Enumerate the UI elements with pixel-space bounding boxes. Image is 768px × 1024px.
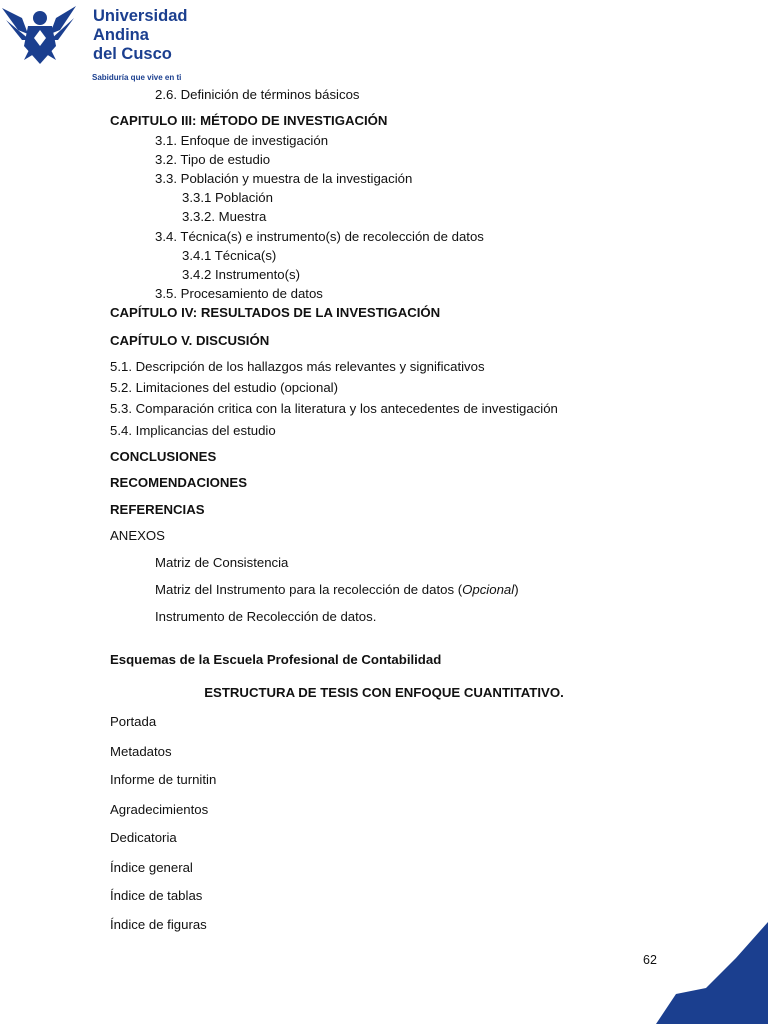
toc-item: 3.2. Tipo de estudio <box>155 152 271 167</box>
chapter-heading: CAPÍTULO V. DISCUSIÓN <box>110 333 270 348</box>
brand-line: Andina <box>93 26 149 44</box>
toc-item: 5.1. Descripción de los hallazgos más relevantes y significativos <box>110 359 485 374</box>
section-heading: ANEXOS <box>110 528 165 543</box>
structure-item: Índice general <box>110 860 193 875</box>
toc-item: 5.4. Implicancias del estudio <box>110 423 276 438</box>
brand-tagline: Sabiduría que vive en ti <box>92 73 182 82</box>
section-heading: REFERENCIAS <box>110 502 205 517</box>
toc-subitem: 3.4.2 Instrumento(s) <box>182 267 301 282</box>
toc-item: 3.1. Enfoque de investigación <box>155 133 329 148</box>
annex-item <box>155 582 519 598</box>
toc-item: 5.2. Limitaciones del estudio (opcional) <box>110 380 338 395</box>
toc-item: 3.5. Procesamiento de datos <box>155 286 323 301</box>
structure-item: Dedicatoria <box>110 830 177 845</box>
thesis-structure-title: ESTRUCTURA DE TESIS CON ENFOQUE CUANTITATIVO. <box>204 685 564 700</box>
toc-item: 2.6. Definición de términos básicos <box>155 87 360 102</box>
chapter-heading: CAPÍTULO IV: RESULTADOS DE LA INVESTIGACIÓN <box>110 305 441 320</box>
brand-line: del Cusco <box>93 45 172 63</box>
structure-item: Índice de tablas <box>110 888 203 903</box>
toc-subitem: 3.3.2. Muestra <box>182 209 267 224</box>
brand-line: Universidad <box>93 7 188 25</box>
toc-item: 3.3. Población y muestra de la investigación <box>155 171 413 186</box>
corner-decoration <box>648 914 768 1024</box>
structure-item: Portada <box>110 714 157 729</box>
structure-item: Informe de turnitin <box>110 772 217 787</box>
annex-item-tail: ) <box>514 582 519 597</box>
annex-item: Matriz de Consistencia <box>155 555 289 570</box>
page-number: 62 <box>643 953 657 967</box>
toc-subitem: 3.3.1 Población <box>182 190 273 205</box>
annex-item-italic: Opcional <box>462 582 515 597</box>
structure-item: Agradecimientos <box>110 802 209 817</box>
section-heading: CONCLUSIONES <box>110 449 217 464</box>
chapter-heading: CAPITULO III: MÉTODO DE INVESTIGACIÓN <box>110 113 388 128</box>
annex-item: Instrumento de Recolección de datos. <box>155 609 377 624</box>
school-schemes-heading: Esquemas de la Escuela Profesional de Contabilidad <box>110 652 442 667</box>
toc-subitem: 3.4.1 Técnica(s) <box>182 248 277 263</box>
brand-name <box>93 7 187 64</box>
annex-item-text: Matriz del Instrumento para la recolección de datos ( <box>155 582 463 597</box>
section-heading: RECOMENDACIONES <box>110 475 248 490</box>
toc-item: 5.3. Comparación critica con la literatura y los antecedentes de investigación <box>110 401 558 416</box>
structure-item: Índice de figuras <box>110 917 207 932</box>
structure-item: Metadatos <box>110 744 172 759</box>
university-logo <box>0 0 200 90</box>
condor-emblem-icon <box>0 0 80 70</box>
toc-item: 3.4. Técnica(s) e instrumento(s) de recolección de datos <box>155 229 484 244</box>
